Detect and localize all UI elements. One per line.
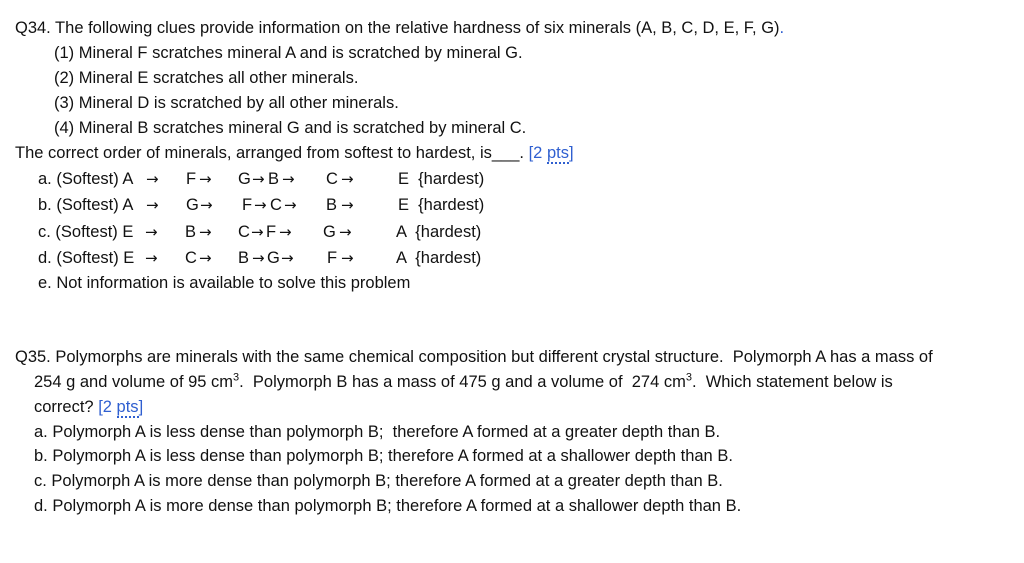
option-d-m2: B [238, 249, 250, 267]
arrow-icon: → [279, 223, 292, 241]
q34-points-word: pts [546, 144, 569, 162]
q34-clue-2: (2) Mineral E scratches all other minerals. [54, 69, 359, 87]
arrow-icon: → [341, 249, 354, 267]
option-d-m1: C [185, 249, 197, 267]
q35-stem-part-d: correct? [34, 398, 99, 416]
option-a-label: a. (Softest) A [38, 170, 134, 188]
q35-points-word: pts [116, 398, 139, 416]
arrow-icon: → [282, 170, 295, 188]
arrow-icon: → [146, 170, 159, 188]
q34-prompt [15, 142, 574, 164]
q35-superscript-b: 3 [685, 371, 692, 384]
arrow-icon: → [145, 223, 158, 241]
q35-stem-part-b: . Polymorph B has a mass of 475 g and a volume of 274 cm [239, 373, 686, 391]
option-c-label: c. (Softest) E [38, 223, 134, 241]
q35-option-b: b. Polymorph A is less dense than polymorph B; therefore A formed at a shallower depth than B. [34, 447, 733, 465]
option-d-m3: G [267, 249, 280, 267]
q34-stem [15, 17, 784, 39]
q34-clue-3: (3) Mineral D is scratched by all other minerals. [54, 94, 399, 112]
q35-stem-part-c: . Which statement below is [691, 373, 893, 391]
arrow-icon: → [199, 170, 212, 188]
arrow-icon: → [252, 170, 265, 188]
arrow-icon: → [145, 249, 158, 267]
option-b-m3: C [270, 196, 282, 214]
q34-points-close: ] [568, 144, 574, 162]
q35-stem-line-1: Q35. Polymorphs are minerals with the same chemical composition but different crystal structure. Polymorph A has a mass of [15, 348, 933, 366]
option-a-m1: F [186, 170, 197, 188]
arrow-icon: → [199, 249, 212, 267]
q34-option-e: e. Not information is available to solve this problem [38, 274, 411, 292]
q35-stem-line-2 [34, 371, 893, 393]
q34-clue-4: (4) Mineral B scratches mineral G and is scratched by mineral C. [54, 119, 527, 137]
arrow-icon: → [252, 249, 265, 267]
option-c-last: A {hardest) [396, 223, 482, 241]
option-c-m3: F [266, 223, 277, 241]
arrow-icon: → [251, 223, 264, 241]
arrow-icon: → [339, 223, 352, 241]
option-b-m2: F [242, 196, 253, 214]
q34-stem-period: . [779, 19, 785, 37]
q35-option-c: c. Polymorph A is more dense than polymorph B; therefore A formed at a greater depth than B. [34, 472, 723, 490]
option-a-m3: B [268, 170, 280, 188]
arrow-icon: → [284, 196, 297, 214]
q34-points [529, 144, 574, 164]
arrow-icon: → [254, 196, 267, 214]
q35-points-close: ] [138, 398, 144, 416]
q35-points [98, 398, 143, 418]
q35-option-d: d. Polymorph A is more dense than polymorph B; therefore A formed at a shallower depth than B. [34, 497, 742, 515]
option-a-m4: C [326, 170, 338, 188]
option-d-last: A {hardest) [396, 249, 482, 267]
option-d-m4: F [327, 249, 338, 267]
arrow-icon: → [341, 196, 354, 214]
q34-clue-1: (1) Mineral F scratches mineral A and is scratched by mineral G. [54, 44, 523, 62]
arrow-icon: → [341, 170, 354, 188]
q35-superscript-a: 3 [233, 371, 240, 384]
option-c-m2: C [238, 223, 250, 241]
option-a-m2: G [238, 170, 251, 188]
q35-option-a: a. Polymorph A is less dense than polymorph B; therefore A formed at a greater depth than B. [34, 423, 721, 441]
option-b-m1: G [186, 196, 199, 214]
q35-points-open: [2 [98, 398, 117, 416]
option-b-label: b. (Softest) A [38, 196, 134, 214]
option-b-last: E {hardest) [398, 196, 485, 214]
q35-stem-line-3 [34, 396, 143, 418]
option-a-last: E {hardest) [398, 170, 485, 188]
arrow-icon: → [199, 223, 212, 241]
option-b-m4: B [326, 196, 338, 214]
arrow-icon: → [281, 249, 294, 267]
arrow-icon: → [146, 196, 159, 214]
q34-stem-text: Q34. The following clues provide information on the relative hardness of six minerals (A, B, C, D, E, F, G) [15, 19, 780, 37]
q34-prompt-text: The correct order of minerals, arranged from softest to hardest, is___. [15, 144, 524, 162]
q34-points-open: [2 [528, 144, 547, 162]
arrow-icon: → [200, 196, 213, 214]
q35-stem-part-a: 254 g and volume of 95 cm [34, 373, 234, 391]
option-c-m4: G [323, 223, 336, 241]
option-d-label: d. (Softest) E [38, 249, 135, 267]
option-c-m1: B [185, 223, 197, 241]
